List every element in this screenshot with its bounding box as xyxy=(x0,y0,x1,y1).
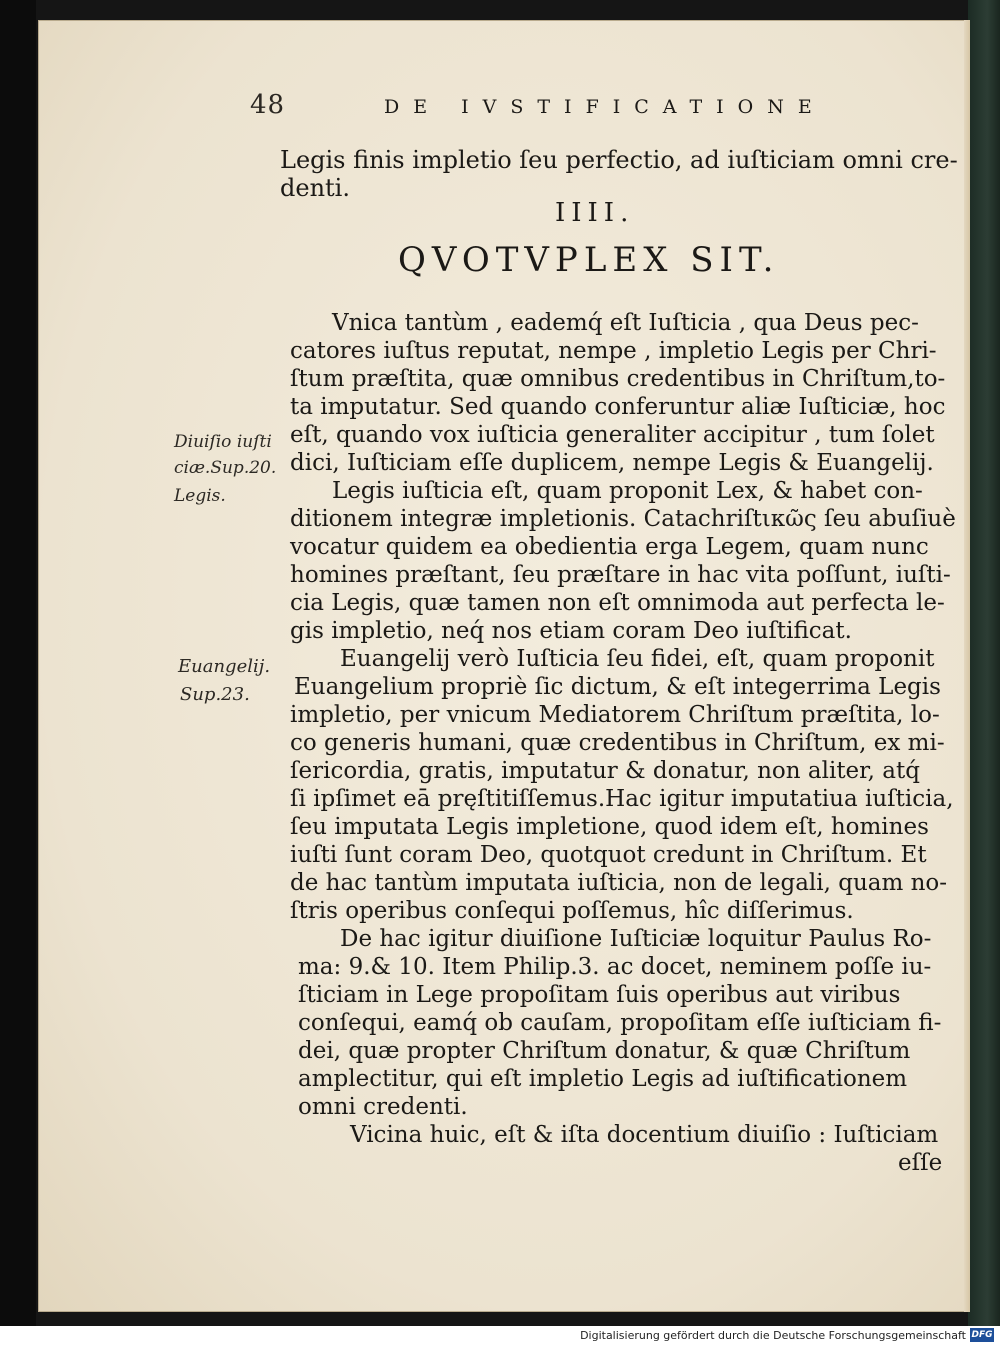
section-number: IIII. xyxy=(555,198,635,228)
body-line: vocatur quidem ea obedientia erga Legem, quam nunc xyxy=(290,534,929,560)
margin-note: Diuiſio iuſti xyxy=(174,432,272,452)
body-line: omni credenti. xyxy=(298,1094,468,1120)
body-line: ta imputatur. Sed quando conferuntur aliæ Iuſticiæ, hoc xyxy=(290,394,946,420)
page-number: 48 xyxy=(250,90,286,120)
body-line: amplectitur, qui eſt impletio Legis ad iuſtificationem xyxy=(298,1066,908,1092)
intro-line: denti. xyxy=(280,174,350,202)
body-line: conſequi, eamq́ ob cauſam, propoſitam eſſe iuſticiam fi- xyxy=(298,1010,942,1036)
margin-note: Legis. xyxy=(174,486,226,506)
running-title: DE IVSTIFICATIONE xyxy=(384,96,826,118)
dfg-logo-icon: DFG xyxy=(971,1330,993,1340)
body-line: dici, Iuſticiam eſſe duplicem, nempe Legis & Euangelij. xyxy=(290,450,934,476)
body-line: ſtum præſtita, quæ omnibus credentibus in Chriſtum,to- xyxy=(290,366,946,392)
body-line: Legis iuſticia eſt, quam proponit Lex, & habet con- xyxy=(332,478,923,504)
footer-credit: Digitalisierung gefördert durch die Deutsche Forschungsgemeinschaft xyxy=(580,1329,966,1342)
body-line: iuſti ſunt coram Deo, quotquot credunt in Chriſtum. Et xyxy=(290,842,927,868)
body-line: co generis humani, quæ credentibus in Chriſtum, ex mi- xyxy=(290,730,945,756)
margin-note: Sup.23. xyxy=(180,684,250,705)
body-line: eſt, quando vox iuſticia generaliter accipitur , tum ſolet xyxy=(290,422,935,448)
body-line: gis impletio, neq́ nos etiam coram Deo iuſtificat. xyxy=(290,618,852,644)
body-line: cia Legis, quæ tamen non eſt omnimoda aut perfecta le- xyxy=(290,590,945,616)
scan-right-cloth xyxy=(968,0,1000,1326)
scan-left-edge xyxy=(0,0,36,1326)
catchword: eſſe xyxy=(898,1150,943,1176)
body-line: dei, quæ propter Chriſtum donatur, & quæ Chriſtum xyxy=(298,1038,911,1064)
body-line: catores iuſtus reputat, nempe , impletio Legis per Chri- xyxy=(290,338,937,364)
body-line: ſtris operibus conſequi poſſemus, hîc diſſerimus. xyxy=(290,898,854,924)
margin-note: Euangelij. xyxy=(178,656,271,677)
body-line: ſeu imputata Legis impletione, quod idem eſt, homines xyxy=(290,814,929,840)
margin-note: ciæ.Sup.20. xyxy=(174,458,277,478)
body-line: ditionem integræ impletionis. Catachriſtικῶς ſeu abuſiuè xyxy=(290,506,956,532)
body-line: ſticiam in Lege propoſitam ſuis operibus aut viribus xyxy=(298,982,901,1008)
body-line: de hac tantùm imputata iuſticia, non de legali, quam no- xyxy=(290,870,948,896)
body-line: ſericordia, gratis, imputatur & donatur, non aliter, atq́ xyxy=(290,758,920,784)
intro-line: Legis finis impletio ſeu perfectio, ad iuſticiam omni cre- xyxy=(280,146,958,174)
body-line: Euangelij verò Iuſticia ſeu fidei, eſt, quam proponit xyxy=(340,646,935,672)
body-line: Euangelium propriè ſic dictum, & eſt integerrima Legis xyxy=(294,674,941,700)
body-line: De hac igitur diuiſione Iuſticiæ loquitur Paulus Ro- xyxy=(340,926,932,952)
page-edge xyxy=(964,20,970,1312)
body-line: ſi ipſimet eā pręſtitiſſemus.Hac igitur imputatiua iuſticia, xyxy=(290,786,954,812)
body-line: impletio, per vnicum Mediatorem Chriſtum præſtita, lo- xyxy=(290,702,940,728)
body-line: ma: 9.& 10. Item Philip.3. ac docet, neminem poſſe iu- xyxy=(298,954,932,980)
body-line: Vnica tantùm , eademq́ eſt Iuſticia , qua Deus pec- xyxy=(332,310,919,336)
body-line: Vicina huic, eſt & iſta docentium diuiſio : Iuſticiam xyxy=(350,1122,939,1148)
body-line: homines præſtant, ſeu præſtare in hac vita poſſunt, iuſti- xyxy=(290,562,951,588)
section-title: QVOTVPLEX SIT. xyxy=(398,240,780,280)
